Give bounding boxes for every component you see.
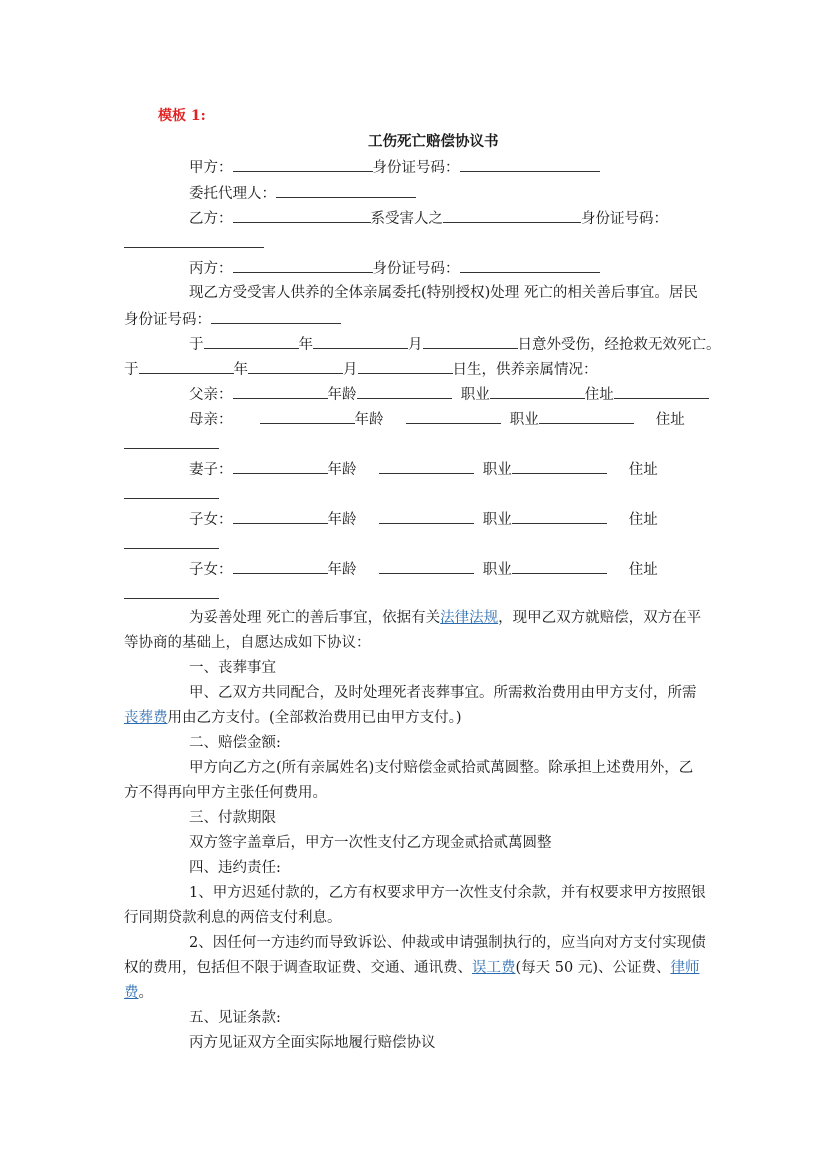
wife-age-blank[interactable]	[379, 458, 474, 474]
intro-id-label: 身份证号码：	[124, 312, 211, 328]
child1-name-blank[interactable]	[233, 508, 328, 524]
sec4-item1-line-2: 行同期贷款利息的两倍支付利息。	[124, 910, 342, 926]
accident-day-blank[interactable]	[423, 333, 518, 349]
intro-line-2	[124, 308, 341, 330]
lawyer-fee-link-continued[interactable]: 费	[124, 985, 139, 1001]
child2-line	[189, 558, 658, 580]
child2-job-blank[interactable]	[512, 558, 607, 574]
party-b-line	[189, 207, 668, 229]
law-link[interactable]: 法律法规	[440, 610, 499, 626]
sec4-item2-period: 。	[138, 985, 153, 1001]
father-line	[189, 383, 709, 405]
child1-address-blank[interactable]	[124, 533, 219, 549]
sec4-item2-text-b: (每天 50 元)、公证费、	[515, 960, 671, 976]
wife-age-label: 年龄	[327, 462, 357, 478]
child2-label: 子女：	[189, 562, 233, 578]
sec5-line-1: 丙方见证双方全面实际地履行赔偿协议	[189, 1035, 436, 1051]
party-b-id-blank[interactable]	[124, 232, 264, 248]
sec4-item2-text-a: 权的费用，包括但不限于调查取证费、交通、通讯费、	[124, 960, 472, 976]
father-address-label: 住址	[584, 387, 614, 403]
party-b-id-label: 身份证号码：	[581, 211, 668, 227]
birth-year-blank[interactable]	[139, 358, 234, 374]
intro-id-blank[interactable]	[211, 308, 341, 324]
wife-address-line	[124, 483, 219, 505]
funeral-fee-link[interactable]: 丧葬费	[124, 710, 168, 726]
agreement-text-b: ，现甲乙双方就赔偿，双方在平	[498, 610, 702, 626]
child2-age-label: 年龄	[327, 562, 357, 578]
mother-line	[189, 408, 685, 430]
accident-month-blank[interactable]	[313, 333, 408, 349]
sec4-item2-line-1: 2、因任何一方违约而导致诉讼、仲裁或申请强制执行的，应当向对方支付实现债	[189, 935, 706, 951]
agreement-line-2: 等协商的基础上，自愿达成如下协议：	[124, 635, 371, 651]
father-name-blank[interactable]	[233, 383, 328, 399]
document-title: 工伤死亡赔偿协议书	[368, 133, 499, 150]
party-b-relation: 系受害人之	[370, 211, 443, 227]
child2-age-blank[interactable]	[379, 558, 474, 574]
sec3-line-1: 双方签字盖章后，甲方一次性支付乙方现金贰拾贰萬圆整	[189, 835, 552, 851]
mother-address-label: 住址	[655, 412, 685, 428]
lawyer-fee-link[interactable]: 律师	[670, 960, 700, 976]
accident-month-label: 月	[408, 337, 423, 353]
sec3-heading: 三、付款期限	[189, 810, 276, 826]
birth-end: 日生，供养亲属情况：	[452, 362, 598, 378]
sec4-item1-line-1: 1、甲方迟延付款的，乙方有权要求甲方一次性支付余款，并有权要求甲方按照银	[189, 885, 706, 901]
father-age-label: 年龄	[327, 387, 357, 403]
wife-name-blank[interactable]	[233, 458, 328, 474]
lost-wages-link[interactable]: 误工费	[472, 960, 516, 976]
mother-age-label: 年龄	[354, 412, 384, 428]
sec1-line-2-text: 用由乙方支付。(全部救治费用已由甲方支付。)	[167, 710, 462, 726]
birth-day-blank[interactable]	[358, 358, 453, 374]
wife-line	[189, 458, 658, 480]
birth-month-label: 月	[343, 362, 358, 378]
sec2-line-1: 甲方向乙方之(所有亲属姓名)支付赔偿金贰拾贰萬圆整。除承担上述费用外，乙	[189, 760, 694, 776]
child1-job-label: 职业	[482, 512, 512, 528]
mother-address-blank[interactable]	[124, 433, 219, 449]
child1-job-blank[interactable]	[512, 508, 607, 524]
agreement-line-1	[189, 608, 701, 628]
wife-address-blank[interactable]	[124, 483, 219, 499]
sec5-heading: 五、见证条款:	[189, 1010, 281, 1026]
party-a-name-blank[interactable]	[233, 156, 373, 172]
sec1-line-2	[124, 708, 462, 728]
mother-job-label: 职业	[509, 412, 539, 428]
child2-job-label: 职业	[482, 562, 512, 578]
sec1-line-1: 甲、乙双方共同配合，及时处理死者丧葬事宜。所需救治费用由甲方支付，所需	[189, 685, 697, 701]
child1-age-blank[interactable]	[379, 508, 474, 524]
birth-yu: 于	[124, 362, 139, 378]
agent-name-blank[interactable]	[276, 182, 416, 198]
mother-name-blank[interactable]	[260, 408, 355, 424]
birth-line	[124, 358, 598, 380]
party-b-id-line	[124, 232, 264, 254]
child1-label: 子女：	[189, 512, 233, 528]
party-c-id-blank[interactable]	[460, 257, 600, 273]
party-b-name-blank[interactable]	[233, 207, 371, 223]
father-job-label: 职业	[460, 387, 490, 403]
child1-line	[189, 508, 658, 530]
party-a-line	[189, 156, 600, 178]
sec2-line-2: 方不得再向甲方主张任何费用。	[124, 785, 327, 801]
template-label: 模板 1:	[158, 108, 206, 124]
sec1-heading: 一、丧葬事宜	[189, 660, 276, 676]
party-c-name-blank[interactable]	[233, 257, 373, 273]
accident-year-blank[interactable]	[204, 333, 299, 349]
party-c-id-label: 身份证号码：	[372, 261, 460, 277]
agent-line	[189, 182, 416, 204]
child2-address-blank[interactable]	[124, 583, 219, 599]
accident-end: 日意外受伤，经抢救无效死亡。	[517, 337, 721, 353]
intro-line-1: 现乙方受受害人供养的全体亲属委托(特别授权)处理 死亡的相关善后事宜。居民	[189, 285, 698, 301]
accident-year-label: 年	[298, 337, 313, 353]
mother-address-line	[124, 433, 219, 455]
party-b-relation-blank[interactable]	[443, 207, 581, 223]
mother-job-blank[interactable]	[539, 408, 634, 424]
birth-month-blank[interactable]	[248, 358, 343, 374]
party-a-id-blank[interactable]	[460, 156, 600, 172]
sec2-heading: 二、赔偿金额:	[189, 735, 281, 751]
child2-name-blank[interactable]	[233, 558, 328, 574]
mother-age-blank[interactable]	[406, 408, 501, 424]
child1-address-line	[124, 533, 219, 555]
child2-address-line	[124, 583, 219, 605]
child2-address-label: 住址	[628, 562, 658, 578]
father-label: 父亲：	[189, 387, 233, 403]
birth-year-label: 年	[233, 362, 248, 378]
party-a-id-label: 身份证号码：	[372, 160, 460, 176]
wife-job-blank[interactable]	[512, 458, 607, 474]
party-c-label: 丙方：	[189, 261, 233, 277]
father-age-blank[interactable]	[357, 383, 452, 399]
child1-address-label: 住址	[628, 512, 658, 528]
wife-job-label: 职业	[482, 462, 512, 478]
child1-age-label: 年龄	[327, 512, 357, 528]
party-c-line	[189, 257, 600, 279]
party-b-label: 乙方：	[189, 211, 233, 227]
sec4-item2-line-3	[124, 983, 153, 1003]
agent-label: 委托代理人：	[189, 186, 276, 202]
accident-line	[189, 333, 721, 355]
wife-label: 妻子：	[189, 462, 233, 478]
accident-yu: 于	[189, 337, 204, 353]
sec4-heading: 四、违约责任:	[189, 860, 281, 876]
father-job-blank[interactable]	[490, 383, 585, 399]
mother-label: 母亲：	[189, 412, 233, 428]
party-a-label: 甲方：	[189, 160, 233, 176]
wife-address-label: 住址	[628, 462, 658, 478]
sec4-item2-line-2	[124, 958, 699, 978]
father-address-blank[interactable]	[614, 383, 709, 399]
agreement-text-a: 为妥善处理 死亡的善后事宜，依据有关	[189, 610, 441, 626]
